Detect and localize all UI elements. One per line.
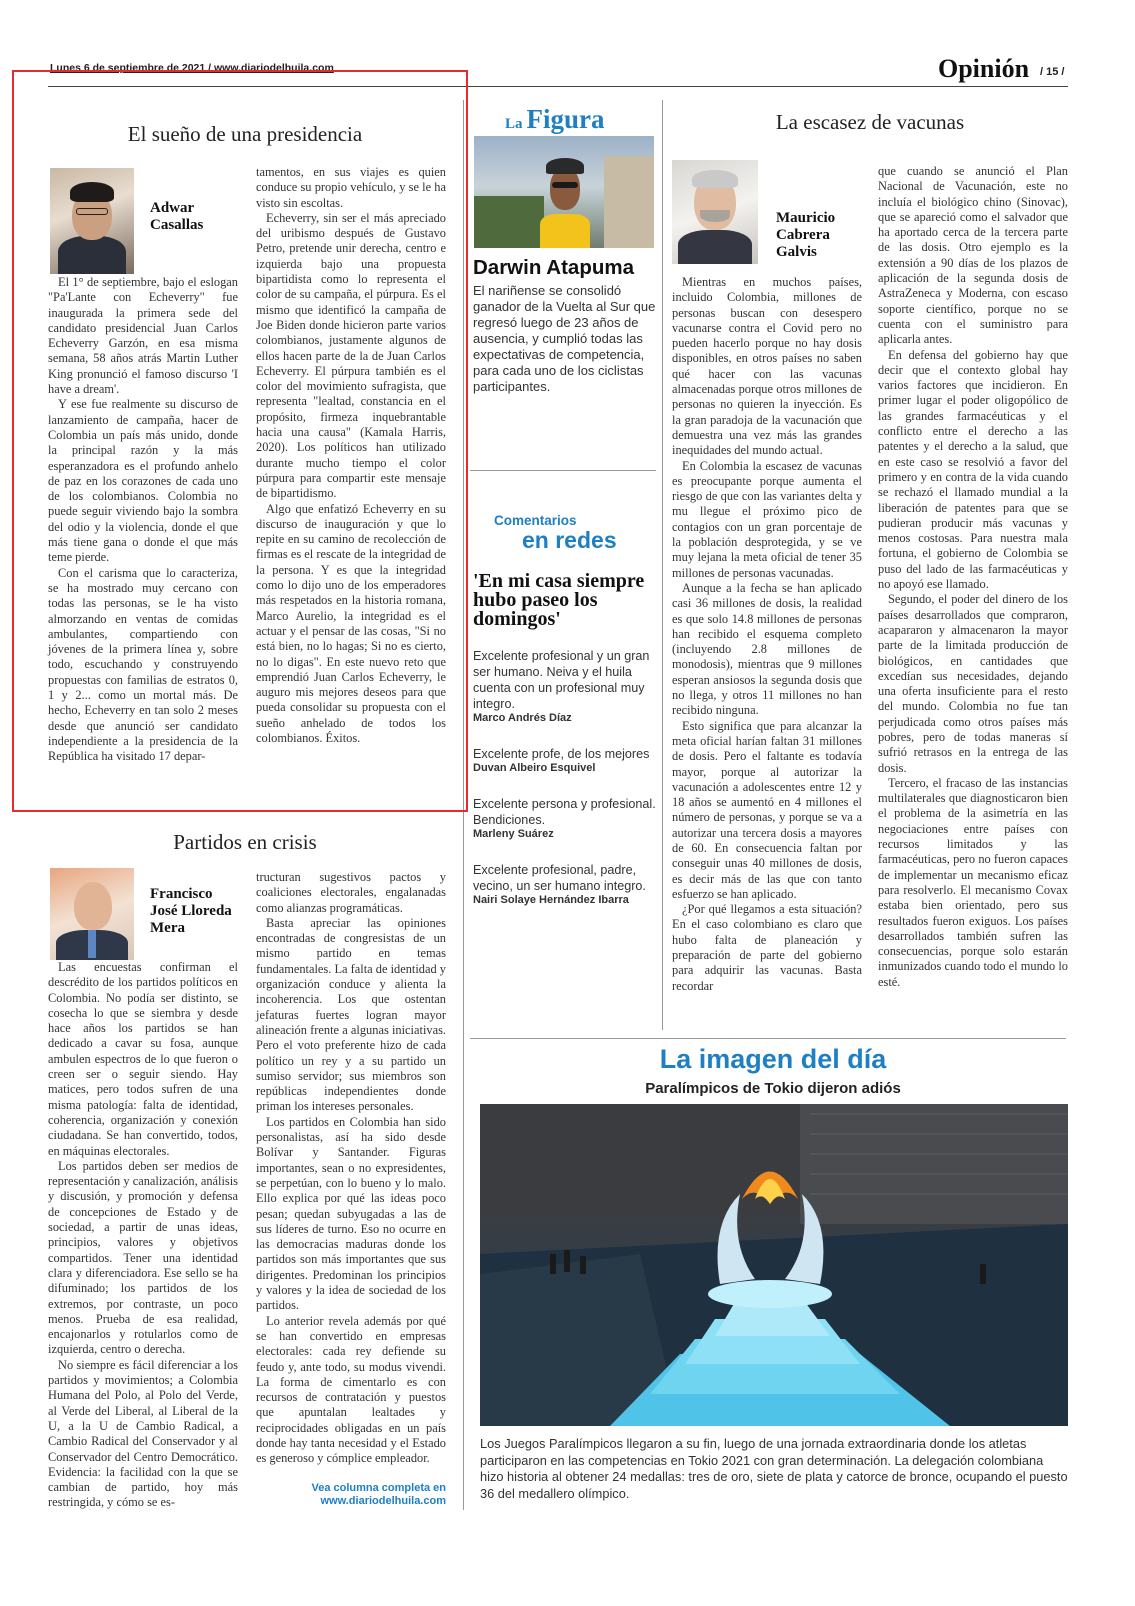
paragraph: Segundo, el poder del dinero de los países desarrollados que compraron, acapararon y almacenaron la mayor parte de la limitada producción de biológicos, en cantidades que excedían sus necesidades, dejando una oferta insuficiente para el resto del mundo. Colombia no fue tan perjudicada como otros países más pobres, pero de todas maneras sí sufrió retrasos en la entrega de las dosis. — [878, 592, 1068, 775]
comment-text: Excelente persona y profesional. Bendiciones. — [473, 797, 656, 827]
paragraph: No siempre es fácil diferenciar a los partidos y movimientos; a Colombia Humana del Polo, al Polo del Verde, al Verde del Liberal, al Liberal de la U, a la U de Cambio Radical, a Cambio Radical del Conservador y al Conservador del Centro Democrático. Evidencia: la facilidad con la que se cambian de partido, hoy más restringida, y cómo se es- — [48, 1357, 238, 1510]
figura-name: Darwin Atapuma — [473, 256, 634, 279]
author-portrait-icon — [50, 868, 134, 960]
paragraph: En defensa del gobierno hay que decir que el contexto global hay varios factores que incidieron. En primer lugar el poder oligopólico de las grandes farmacéuticas y el conflicto entre el derecho a las patentes y el derecho a la salud, que en este caso se resolvió a favor del primero y en contra de la vida cuando se rechazó el llamado mundial a la liberación de patentes para que se pudieran producir más vacunas y menos costosas. Para nuestra mala fortuna, el gobierno de Colombia se puso del lado de las farmacéuticas y no apoyó ese llamado. — [878, 347, 1068, 592]
author-name: Francisco José Lloreda Mera — [150, 886, 232, 936]
imagen-title: La imagen del día — [659, 1044, 887, 1074]
column-title: Partidos en crisis — [173, 830, 317, 854]
figura-text: El nariñense se consolidó ganador de la Vuelta al Sur que regresó luego de 23 años de ausencia, y cumplió todas las expectativas de competencia, para cada uno de los ciclistas participantes. — [473, 283, 656, 394]
paragraph: Esto significa que para alcanzar la meta oficial harían faltan 31 millones de dosis. Pero el faltante es todavía mayor, porque al autorizar la vacunación a adolescentes entre 12 y 18 años se aumentó en 4 millones el número de personas, y porque se va a autorizar una tercera dosis a mayores de 60. En consecuencia faltan por conseguir unas 40 millones de dosis, es decir más de las que con tanto esfuerzo se han aplicado. — [672, 718, 862, 901]
figura-redes-divider — [470, 470, 656, 471]
redes-label-small: Comentarios — [494, 513, 577, 528]
comment-author: Nairi Solaye Hernández Ibarra — [473, 894, 629, 906]
paragraph: Tercero, el fracaso de las instancias multilaterales que diagnosticaron bien el problema de la asimetría en las negociaciones entre países con recursos limitados y las farmacéuticas, pero no fueron capaces de implementar un mecanismo eficaz para resolverlo. El mecanismo Covax estaba bien orientado, pero sus resultados fueron exiguos. Los países desarrollados también sufren las consecuencias, porque solo estarán inmunizados cuando todo el mundo lo esté. — [878, 775, 1068, 989]
author-name: Adwar Casallas — [150, 200, 204, 233]
paragraph: Los partidos en Colombia han sido personalistas, así ha sido desde Bolívar y Santander. Figuras importantes, sean o no expresidentes, se perpetúan, con lo bueno y lo malo. Ello explica por qué las ideas poco pesan; quedan subyugadas a las de sus líderes de turno. Eso no ocurre en las democracias maduras donde los partidos son más importantes que sus dirigentes. Predominan los principios y valores y la idea de sociedad de los partidos. — [256, 1114, 446, 1313]
paragraph: ¿Por qué llegamos a esta situación? En el caso colombiano es claro que hubo falta de planeación y preparación de parte del gobierno para adquirir las vacunas. Basta recordar — [672, 902, 862, 993]
article-column-b — [256, 165, 446, 746]
column-title: El sueño de una presidencia — [127, 122, 363, 146]
redes-label-big: en redes — [522, 527, 617, 553]
section-title: Opinión — [938, 54, 1030, 83]
redes-headline: 'En mi casa siempre hubo paseo los domingos' — [473, 570, 645, 630]
figura-label-big: Figura — [526, 104, 605, 134]
comment-item — [473, 648, 659, 724]
figura-heading — [505, 104, 605, 135]
paragraph: Mientras en muchos países, incluido Colombia, millones de personas buscan con desespero vacunarse contra el Covid pero no pueden hacerlo porque no hay dosis disponibles, en otros países no saben qué hacer con las vacunas almacenadas porque otros millones de personas no quieren la inyección. Es la gran paradoja de la vacunación que demuestra una vez más las grandes inequidades del mundo actual. — [672, 275, 862, 458]
paragraph: Con el carisma que lo caracteriza, se ha mostrado muy cercano con todas las personas, se le ha visto almorzando en ventas de comidas ambulantes, compartiendo con jóvenes de la primera línea y, sobre todo, escuchando y construyendo propuestas con familias de estratos 0, 1 y 2... como un mortal más. De hecho, Echeverry en tan solo 2 meses desde que anunció ser candidato independiente a la presidencia de la República ha visitado 17 depar- — [48, 565, 238, 764]
comment-text: Excelente profesional y un gran ser humano. Neiva y el huila cuenta con un profesional muy integro. — [473, 649, 650, 711]
paragraph: Echeverry, sin ser el más apreciado del uribismo después de Gustavo Petro, pretende unir derecha, centro e izquierda bajo una propuesta bipartidista como lo representa el color de su campaña, el púrpura. Es el mismo que identificó la campaña de Joe Biden donde hicieron parte varios colombianos, justamente algunos de ellos hacen parte de la de Juan Carlos Echeverry. El púrpura también es el color del movimiento sufragista, que representa "lealtad, constancia en el propósito, firmeza inquebrantable hacia una causa" (Kamala Harris, 2020). Los políticos han utilizado durante mucho tiempo el color púrpura para compartir este mensaje de bipartidismo. — [256, 210, 446, 501]
imagen-caption: Los Juegos Paralímpicos llegaron a su fin, luego de una jornada extraordinaria donde los atletas participaron en las competencias en Tokio 2021 con gran determinación. La delegación colombiana hizo historia al obtener 24 medallas: tres de oro, siete de plata y catorce de bronce, ocupando el puesto 36 del medallero olímpico. — [480, 1436, 1068, 1501]
paragraph: Basta apreciar las opiniones encontradas de congresistas de un mismo partido en temas fundamentales. La falta de identidad y organización conduce y alienta la incoherencia. Los que ostentan jefaturas fuertes logran mayor alineación frente a algunas iniciativas. Pero el voto preferente hizo de cada político un rey y a su partido un sumiso servidor; sus miembros son repúblicas independientes donde priman los intereses personales. — [256, 915, 446, 1114]
comment-item — [473, 796, 659, 840]
paralympic-cauldron-photo-icon — [480, 1104, 1068, 1426]
read-more-note[interactable] — [290, 1482, 446, 1508]
article-column-b — [878, 164, 1068, 990]
comments-list — [473, 648, 659, 906]
comment-text: Excelente profesional, padre, vecino, un ser humano integro. — [473, 863, 646, 893]
article-column-b — [256, 870, 446, 1467]
paragraph: El 1° de septiembre, bajo el eslogan "Pa'Lante con Echeverry" fue inaugurada la primera sede del candidato presidencial Juan Carlos Echeverry Garzón, en esa misma semana, 58 años atrás Martin Luther King pronunció el famoso discurso 'I have a dream'. — [48, 275, 238, 397]
header-date-site: Lunes 6 de septiembre de 2021 / www.diariodelhuila.com — [50, 62, 334, 74]
column-divider-right — [662, 100, 663, 1030]
comment-author: Marco Andrés Díaz — [473, 712, 572, 724]
article-column-a — [48, 960, 238, 1511]
read-more-label: Vea columna completa en — [311, 1482, 446, 1494]
redes-heading — [494, 512, 617, 551]
paragraph: Y ese fue realmente su discurso de lanzamiento de campaña, hacer de Colombia un país más unido, donde la principal razón y la más esperanzadora es el profundo anhelo de paz en los corazones de cada uno de los colombianos. Colombia no puede seguir viviendo bajo la sombra del odio y la violencia, donde el que más tiene gana o donde el que más teme pierde. — [48, 397, 238, 565]
comment-text: Excelente profe, de los mejores — [473, 747, 650, 761]
comment-author: Duvan Albeiro Esquivel — [473, 762, 596, 774]
paragraph: Algo que enfatizó Echeverry en su discurso de inauguración y que lo repite en su camino de recolección de firmas es el rescate de la integridad de la persona. Y es que la integridad como lo dijo uno de los emperadores más respetados en la historia romana, Marco Aurelio, la integridad es el actuar y el pensar de las cosas, "Si no está bien, no lo hagas; Si no es cierto, no lo digas". En este nuevo reto que emprendió Juan Carlos Echeverry, le auguro mis mejores deseos para que pueda consolidar su propuesta con el sueño anhelado de todos los colombianos. Éxitos. — [256, 501, 446, 745]
paragraph: Aunque a la fecha se han aplicado casi 36 millones de dosis, la realidad es que solo 14.8 millones de personas han recibido el esquema completo (incluyendo 2.8 millones de monodosis), mientras que 9 millones esperan ansiosos la segunda dosis que no llega, y otros 11 millones no han recibido ninguna. — [672, 580, 862, 718]
paragraph: que cuando se anunció el Plan Nacional de Vacunación, este no incluía el biológico chino (Sinovac), que se apareció como el salvador que ha aportado cerca de la tercera parte de las dosis. Otro ejemplo es la extensión a 90 días de los plazos de aplicación de la segunda dosis de AstraZeneca y Moderna, con escaso soporte científico, porque no se cuenta con el suministro para aplicarla antes. — [878, 164, 1068, 347]
figura-label-small: La — [505, 116, 523, 132]
author-portrait-icon — [672, 160, 758, 264]
column-title: La escasez de vacunas — [775, 110, 965, 134]
paragraph: tructuran sugestivos pactos y coaliciones electorales, engalanadas como alianzas programáticas. — [256, 870, 446, 915]
article-column-a — [48, 275, 238, 765]
article-column-a — [672, 275, 862, 994]
paragraph: Los partidos deben ser medios de representación y canalización, análisis y discusión, y promoción y defensa de concepciones de Estado y de sociedad, a partir de unas ideas, principios, valores y objetivos compartidos. Tener una identidad clara y diferenciadora. Ese sello se ha difuminado; los partidos de los extremos, por contraste, un poco menos. Prueba de esa realidad, encajonarlos y rotularlos como de izquierda, centro o derecha. — [48, 1158, 238, 1357]
paragraph: Lo anterior revela además por qué se han convertido en empresas electorales: cada rey defiende su feudo y, ante todo, su modus vivendi. La forma de cimentarlo es con recursos de contratación y puestos que apuntalan lealtades y reciprocidades obligadas en un país donde hay tanta necesidad y el Estado es generoso y cómplice empleador. — [256, 1313, 446, 1466]
comment-item — [473, 862, 659, 906]
read-more-link[interactable]: www.diariodelhuila.com — [320, 1495, 446, 1507]
comment-author: Marleny Suárez — [473, 828, 554, 840]
page-number: / 15 / — [1040, 66, 1065, 78]
cyclist-photo-icon — [474, 136, 654, 248]
comment-item — [473, 746, 659, 774]
paragraph: tamentos, en sus viajes es quien conduce su propio vehículo, y se le ha visto sin escoltas. — [256, 165, 446, 210]
author-portrait-icon — [50, 168, 134, 274]
imagen-subtitle: Paralímpicos de Tokio dijeron adiós — [645, 1080, 901, 1097]
author-name: Mauricio Cabrera Galvis — [776, 210, 836, 260]
paragraph: Las encuestas confirman el descrédito de los partidos políticos en Colombia. No podía ser distinto, se cosecha lo que se siembra y desde hace años los partidos se han dedicado a cavar su fosa, aunque ambulen espectros de lo que fueron o creen ser o seguir siendo. Hay matices, pero todos sufren de una misma patología: falta de identidad, coherencia, organización y conexión ciudadana. Se han convertido, todos, en máquinas electorales. — [48, 960, 238, 1158]
imagen-divider — [470, 1038, 1066, 1039]
paragraph: En Colombia la escasez de vacunas es preocupante porque aumenta el riesgo de que con las variantes delta y mu llegue el próximo pico de contagios con un gran porcentaje de la población desprotegida, y se ve muy lejana la meta oficial de tener 35 millones de personas vacunadas. — [672, 458, 862, 580]
